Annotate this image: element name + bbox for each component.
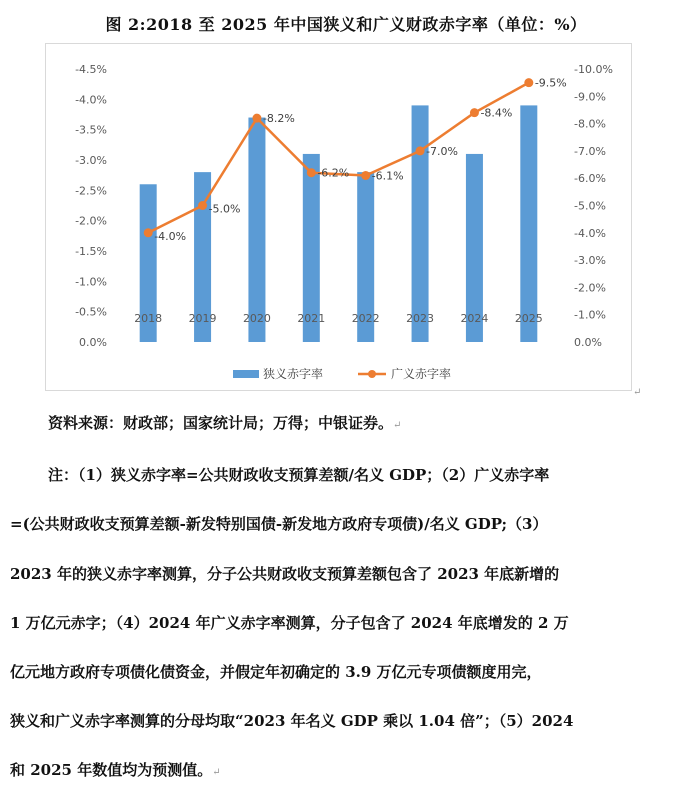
left-axis-tick: -0.5% xyxy=(75,305,107,319)
line-data-label: -6.1% xyxy=(371,169,404,183)
line-data-label: -4.0% xyxy=(154,229,187,243)
note-line-6: 狭义和广义赤字率测算的分母均取“2023 年名义 GDP 乘以 1.04 倍”；（5）2024 xyxy=(10,712,574,730)
legend-swatch-narrow xyxy=(233,370,259,378)
line-data-label: -6.2% xyxy=(317,166,350,180)
right-axis-tick: -5.0% xyxy=(574,199,606,213)
left-axis-tick: 0.0% xyxy=(79,336,107,349)
line-data-label: -8.4% xyxy=(480,106,513,120)
right-axis-tick: 0.0% xyxy=(574,336,602,349)
line-data-label: -8.2% xyxy=(262,112,295,126)
note-line-7-text: 和 2025 年数值均为预测值。 xyxy=(10,761,213,779)
line-point-2024 xyxy=(470,108,479,117)
chart-svg xyxy=(46,44,633,392)
line-point-2019 xyxy=(198,201,207,210)
right-axis-tick: -8.0% xyxy=(574,117,606,131)
line-point-2022 xyxy=(361,171,370,180)
x-axis-tick: 2019 xyxy=(188,312,217,325)
bar-2020 xyxy=(248,118,265,342)
left-axis-tick: -1.5% xyxy=(75,245,107,258)
line-data-label: -5.0% xyxy=(208,202,241,216)
figure-title: 图 2:2018 至 2025 年中国狭义和广义财政赤字率（单位：%） xyxy=(105,15,587,34)
note-line-3: 2023 年的狭义赤字率测算，分子公共财政收支预算差额包含了 2023 年底新增的 xyxy=(10,565,560,583)
return-mark: ↵ xyxy=(212,767,221,778)
legend-label-broad: 广义赤字率 xyxy=(391,367,452,381)
right-axis-tick: -1.0% xyxy=(574,308,606,322)
x-axis-tick: 2022 xyxy=(351,312,380,325)
left-axis-tick: -3.5% xyxy=(75,123,107,137)
line-data-label: -9.5% xyxy=(534,76,567,90)
line-point-2020 xyxy=(252,114,261,123)
right-axis-tick: -6.0% xyxy=(574,172,606,186)
right-axis-tick: -4.0% xyxy=(574,226,606,240)
x-axis-tick: 2024 xyxy=(460,312,489,325)
note-line-1: 注：（1）狭义赤字率=公共财政收支预算差额/名义 GDP；（2）广义赤字率 xyxy=(48,466,550,484)
left-axis-tick: -1.0% xyxy=(75,275,107,289)
x-axis-tick: 2020 xyxy=(242,312,271,325)
line-point-2021 xyxy=(307,168,316,177)
line-point-2018 xyxy=(144,228,153,237)
return-mark: ↵ xyxy=(393,420,402,431)
x-axis-tick: 2023 xyxy=(406,312,435,325)
right-axis-tick: -9.0% xyxy=(574,90,606,104)
bar-2025 xyxy=(520,105,537,342)
note-line-5: 亿元地方政府专项债化债资金，并假定年初确定的 3.9 万亿元专项债额度用完， xyxy=(10,663,542,681)
line-point-2023 xyxy=(416,146,425,155)
source-text: 资料来源：财政部；国家统计局；万得；中银证券。 xyxy=(48,414,394,432)
chart xyxy=(45,43,632,391)
source-note xyxy=(48,412,401,433)
right-axis-tick: -3.0% xyxy=(574,254,606,268)
line-point-2025 xyxy=(524,78,533,87)
left-axis-tick: -3.0% xyxy=(75,154,107,167)
left-axis-tick: -2.0% xyxy=(75,214,107,228)
return-mark: ↵ xyxy=(633,387,642,398)
note-line-4: 1 万亿元赤字；（4）2024 年广义赤字率测算，分子包含了 2024 年底增发的 2 万 xyxy=(10,614,569,632)
x-axis-tick: 2018 xyxy=(134,312,163,325)
right-axis-tick: -2.0% xyxy=(574,281,606,295)
legend-label-narrow: 狭义赤字率 xyxy=(263,367,324,381)
line-data-label: -7.0% xyxy=(426,144,458,158)
left-axis-tick: -2.5% xyxy=(75,184,107,198)
x-axis-tick: 2021 xyxy=(297,312,326,325)
left-axis-tick: -4.5% xyxy=(75,63,107,76)
right-axis-tick: -10.0% xyxy=(574,63,613,76)
bar-2023 xyxy=(412,105,429,342)
note-line-2: =(公共财政收支预算差额-新发特别国债-新发地方政府专项债)/名义 GDP;（3） xyxy=(10,515,548,533)
right-axis-tick: -7.0% xyxy=(574,144,606,158)
legend-marker-broad xyxy=(368,370,376,378)
note-line-7 xyxy=(10,759,221,780)
x-axis-tick: 2025 xyxy=(514,312,543,325)
left-axis-tick: -4.0% xyxy=(75,93,107,107)
